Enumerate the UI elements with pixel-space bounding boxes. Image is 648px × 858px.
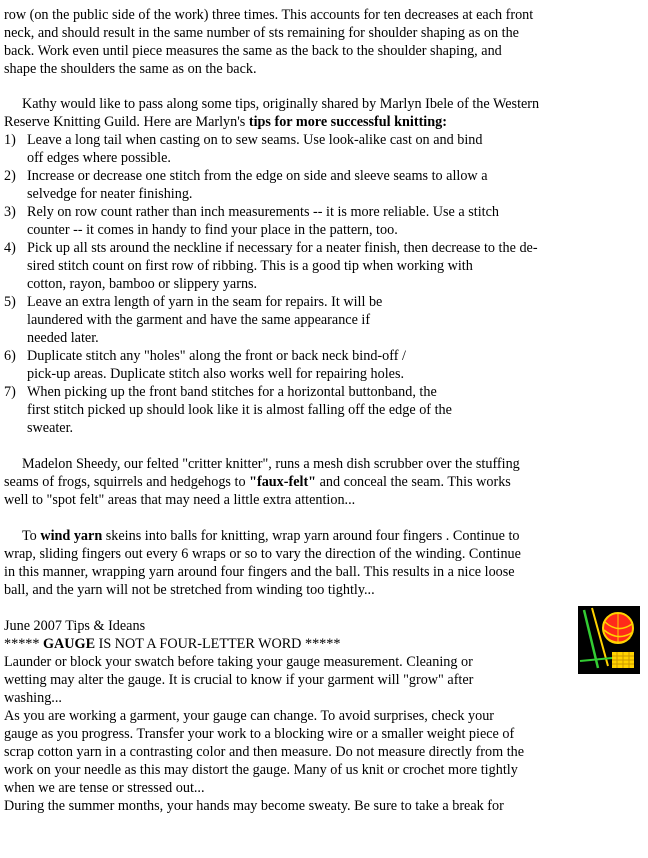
- tip-line: selvedge for neater finishing.: [27, 186, 193, 202]
- tip-line: cotton, rayon, bamboo or slippery yarns.: [27, 276, 258, 292]
- tip-line: sweater.: [27, 420, 74, 436]
- gauge-line: As you are working a garment, your gauge can change. To avoid surprises, check your: [4, 708, 495, 724]
- felt-line: Madelon Sheedy, our felted "critter knitter", runs a mesh dish scrubber over the stuffing: [22, 456, 520, 472]
- felt-line: [4, 474, 511, 492]
- tip-number: 6): [4, 348, 16, 364]
- wind-text: skeins into balls for knitting, wrap yarn around four fingers . Continue to: [102, 528, 520, 544]
- tip-line: Increase or decrease one stitch from the edge on side and sleeve seams to allow a: [27, 168, 488, 184]
- felt-line: well to "spot felt" areas that may need a little extra attention...: [4, 492, 356, 508]
- wind-line: ball, and the yarn will not be stretched from winding too tightly...: [4, 582, 375, 598]
- intro-line: row (on the public side of the work) three times. This accounts for ten decreases at each front: [4, 7, 534, 23]
- yarn-ball-and-needles-icon: [578, 606, 640, 674]
- gauge-line: gauge as you progress. Transfer your work to a blocking wire or a smaller weight piece of: [4, 726, 515, 742]
- intro-line: back. Work even until piece measures the same as the back to the shoulder shaping, and: [4, 43, 502, 59]
- intro-line: shape the shoulders the same as on the back.: [4, 61, 257, 77]
- tip-number: 1): [4, 132, 16, 148]
- felt-bold: "faux-felt": [249, 474, 317, 490]
- tip-number: 2): [4, 168, 16, 184]
- tip-line: pick-up areas. Duplicate stitch also works well for repairing holes.: [27, 366, 405, 382]
- tip-number: 5): [4, 294, 16, 310]
- tip-line: counter -- it comes in handy to find your place in the pattern, too.: [27, 222, 398, 238]
- wind-bold: wind yarn: [40, 528, 103, 544]
- tip-number: 7): [4, 384, 16, 400]
- tip-line: first stitch picked up should look like it is almost falling off the edge of the: [27, 402, 452, 418]
- gauge-line: washing...: [4, 690, 62, 706]
- gauge-line: wetting may alter the gauge. It is crucial to know if your garment will "grow" after: [4, 672, 474, 688]
- tips-intro-text: Reserve Knitting Guild. Here are Marlyn's: [4, 114, 249, 130]
- gauge-line: when we are tense or stressed out...: [4, 780, 205, 796]
- gauge-heading: [4, 636, 340, 654]
- tip-line: sired stitch count on first row of ribbing. This is a good tip when working with: [27, 258, 473, 274]
- tip-line: When picking up the front band stitches for a horizontal buttonband, the: [27, 384, 437, 400]
- tip-line: Leave a long tail when casting on to sew seams. Use look-alike cast on and bind: [27, 132, 483, 148]
- tip-line: needed later.: [27, 330, 99, 346]
- tip-line: Leave an extra length of yarn in the seam for repairs. It will be: [27, 294, 383, 310]
- felt-text: seams of frogs, squirrels and hedgehogs to: [4, 474, 250, 490]
- tip-line: laundered with the garment and have the same appearance if: [27, 312, 371, 328]
- gauge-text: IS NOT A FOUR-LETTER WORD *****: [95, 636, 341, 652]
- section-heading: June 2007 Tips & Ideans: [4, 618, 146, 634]
- tip-line: Duplicate stitch any "holes" along the front or back neck bind-off /: [27, 348, 406, 364]
- tips-intro-bold: tips for more successful knitting:: [248, 114, 447, 130]
- tips-intro-line: [4, 114, 447, 132]
- wind-line: in this manner, wrapping yarn around four fingers and the ball. This results in a nice loose: [4, 564, 515, 580]
- gauge-line: Launder or block your swatch before taking your gauge measurement. Cleaning or: [4, 654, 473, 670]
- gauge-line: work on your needle as this may distort the gauge. Many of us knit or crochet more tightly: [4, 762, 518, 778]
- gauge-bold: GAUGE: [43, 636, 96, 652]
- tip-number: 4): [4, 240, 16, 256]
- tip-number: 3): [4, 204, 16, 220]
- intro-line: neck, and should result in the same number of sts remaining for shoulder shaping as on the: [4, 25, 519, 41]
- tip-line: Pick up all sts around the neckline if necessary for a neater finish, then decrease to the de-: [27, 240, 538, 256]
- gauge-line: During the summer months, your hands may become sweaty. Be sure to take a break for: [4, 798, 504, 814]
- gauge-line: scrap cotton yarn in a contrasting color and then measure. Do not measure directly from the: [4, 744, 525, 760]
- felt-text: and conceal the seam. This works: [316, 474, 511, 490]
- wind-line: [22, 528, 520, 546]
- tips-intro-line: Kathy would like to pass along some tips, originally shared by Marlyn Ibele of the Western: [22, 96, 540, 112]
- wind-line: wrap, sliding fingers out every 6 wraps or so to vary the direction of the winding. Continue: [4, 546, 521, 562]
- gauge-stars: *****: [4, 636, 44, 652]
- tip-line: off edges where possible.: [27, 150, 171, 166]
- tip-line: Rely on row count rather than inch measurements -- it is more reliable. Use a stitch: [27, 204, 499, 220]
- wind-text: To: [22, 528, 41, 544]
